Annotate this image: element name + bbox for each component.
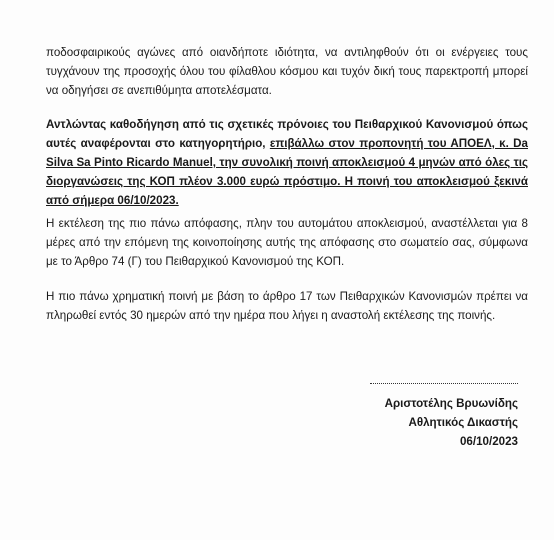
paragraph-ruling: [46, 115, 528, 210]
paragraph-suspension: Η εκτέλεση της πιο πάνω απόφασης, πλην του αυτομάτου αποκλεισμού, αναστέλλεται για 8 μέρες από την επόμενη της κοινοποίησης αυτής της απόφασης στο σωματείο σας, σύμφωνα με το Άρθρο 74 (Γ) του Πειθαρχικού Κανονισμού της ΚΟΠ.: [46, 217, 528, 268]
signature-line: [370, 383, 518, 384]
paragraph-payment: Η πιο πάνω χρηματική ποινή με βάση το άρθρο 17 των Πειθαρχικών Κανονισμών πρέπει να πληρωθεί εντός 30 ημερών από την ημέρα που λήγει η αναστολή εκτέλεσης της ποινής.: [46, 290, 528, 322]
paragraph-context: ποδοσφαιρικούς αγώνες από οιανδήποτε ιδιότητα, να αντιληφθούν ότι οι ενέργειες τους τυγχάνουν της προσοχής όλου του φίλαθλου κόσμου και τυχόν δική τους παρεκτροπή μπορεί να οδηγήσει σε ανεπιθύμητα αποτελέσματα.: [46, 46, 528, 97]
signature-block: [318, 383, 518, 451]
ruling-penalty: επιβάλλω στον προπονητή του ΑΠΟΕΛ, κ. Da Silva Sa Pinto Ricardo Manuel, την συνολική ποινή αποκλεισμού 4 μηνών από όλες τις διοργανώσεις της ΚΟΠ πλέον 3.000 ευρώ πρόστιμο. Η ποινή του αποκλεισμού ξεκινά από σήμερα 06/10/2023.: [46, 137, 528, 207]
ruling-intro: Αντλώντας καθοδήγηση από τις σχετικές πρόνοιες του Πειθαρχικού Κανονισμού όπως αυτές αναφέρονται στο κατηγορητήριο,: [46, 118, 528, 150]
signature-date: 06/10/2023: [459, 435, 518, 448]
signer-name: Αριστοτέλης Βρυωνίδης: [384, 397, 518, 410]
signer-title: Αθλητικός Δικαστής: [408, 416, 518, 429]
